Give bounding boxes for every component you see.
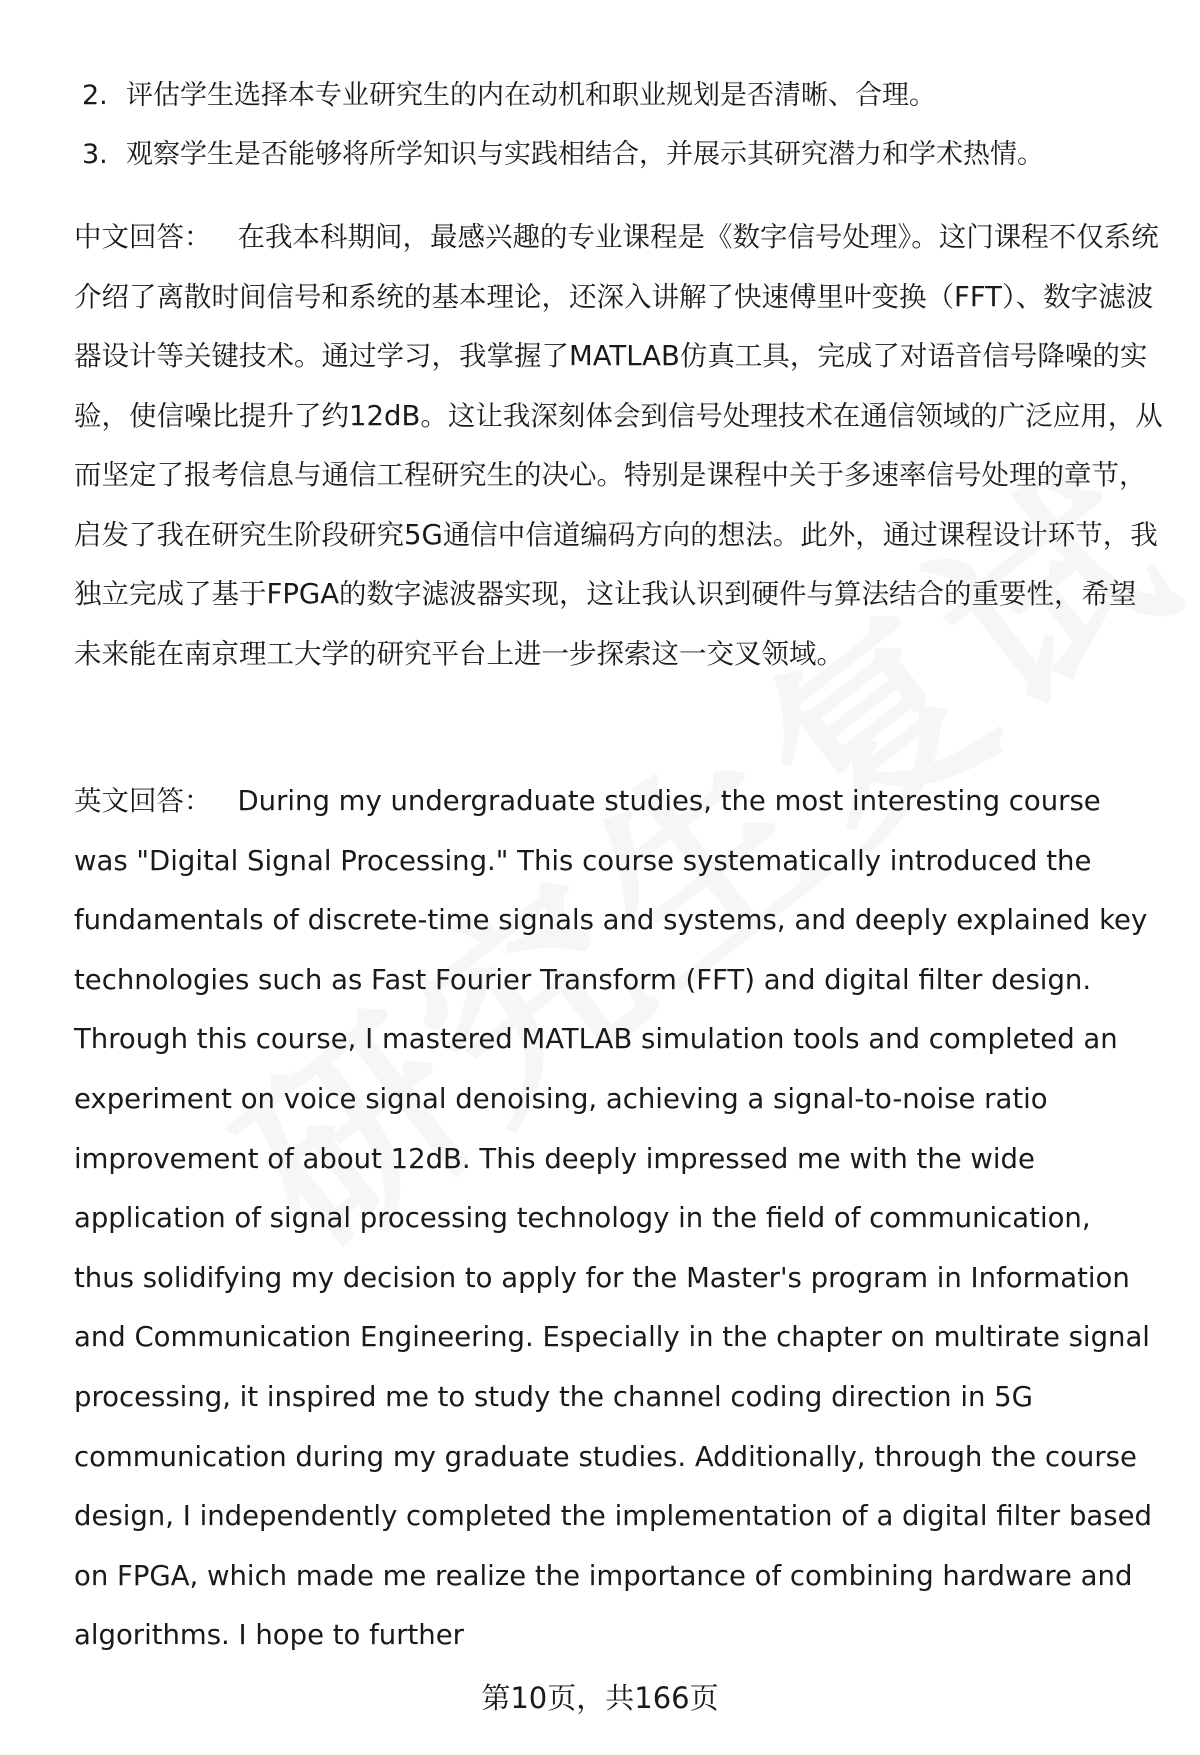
list-item-text: 观察学生是否能够将所学知识与实践相结合，并展示其研究潜力和学术热情。	[126, 139, 1044, 170]
list-item	[82, 66, 1162, 125]
list-item-number: 3.	[82, 139, 108, 170]
chinese-answer-text: 在我本科期间，最感兴趣的专业课程是《数字信号处理》。这门课程不仅系统介绍了离散时间信号和系统的基本理论，还深入讲解了快速傅里叶变换（FFT）、数字滤波器设计等关键技术。通过学习，我掌握了MATLAB仿真工具，完成了对语音信号降噪的实验，使信噪比提升了约12dB。这让我深刻体会到信号处理技术在通信领域的广泛应用，从而坚定了报考信息与通信工程研究生的决心。特别是课程中关于多速率信号处理的章节，启发了我在研究生阶段研究5G通信中信道编码方向的想法。此外，通过课程设计环节，我独立完成了基于FPGA的数字滤波器实现，这让我认识到硬件与算法结合的重要性，希望未来能在南京理工大学的研究平台上进一步探索这一交叉领域。	[74, 221, 1163, 670]
english-answer-label: 英文回答：	[74, 785, 212, 817]
criteria-list	[82, 66, 1162, 184]
english-answer-paragraph	[74, 772, 1154, 1666]
chinese-answer-label: 中文回答：	[74, 221, 212, 253]
list-item	[82, 125, 1162, 184]
page-number-footer: 第10页，共166页	[481, 1681, 719, 1715]
list-item-number: 2.	[82, 80, 108, 111]
english-answer-text: During my undergraduate studies, the most interesting course was "Digital Signal Processing." This course systematically introduced the fundamentals of discrete-time signals and systems, and deeply explained key technologies such as Fast Fourier Transform (FFT) and digital filter design. Through this course, I mastered MATLAB simulation tools and completed an experiment on voice signal denoising, achieving a signal-to-noise ratio improvement of about 12dB. This deeply impressed me with the wide application of signal processing technology in the field of communication, thus solidifying my decision to apply for the Master's program in Information and Communication Engineering. Especially in the chapter on multirate signal processing, it inspired me to study the channel coding direction in 5G communication during my graduate studies. Additionally, through the course design, I independently completed the implementation of a digital filter based on FPGA, which made me realize the importance of combining hardware and algorithms. I hope to further	[74, 785, 1152, 1652]
list-item-text: 评估学生选择本专业研究生的内在动机和职业规划是否清晰、合理。	[126, 80, 936, 111]
chinese-answer-paragraph	[74, 208, 1164, 684]
